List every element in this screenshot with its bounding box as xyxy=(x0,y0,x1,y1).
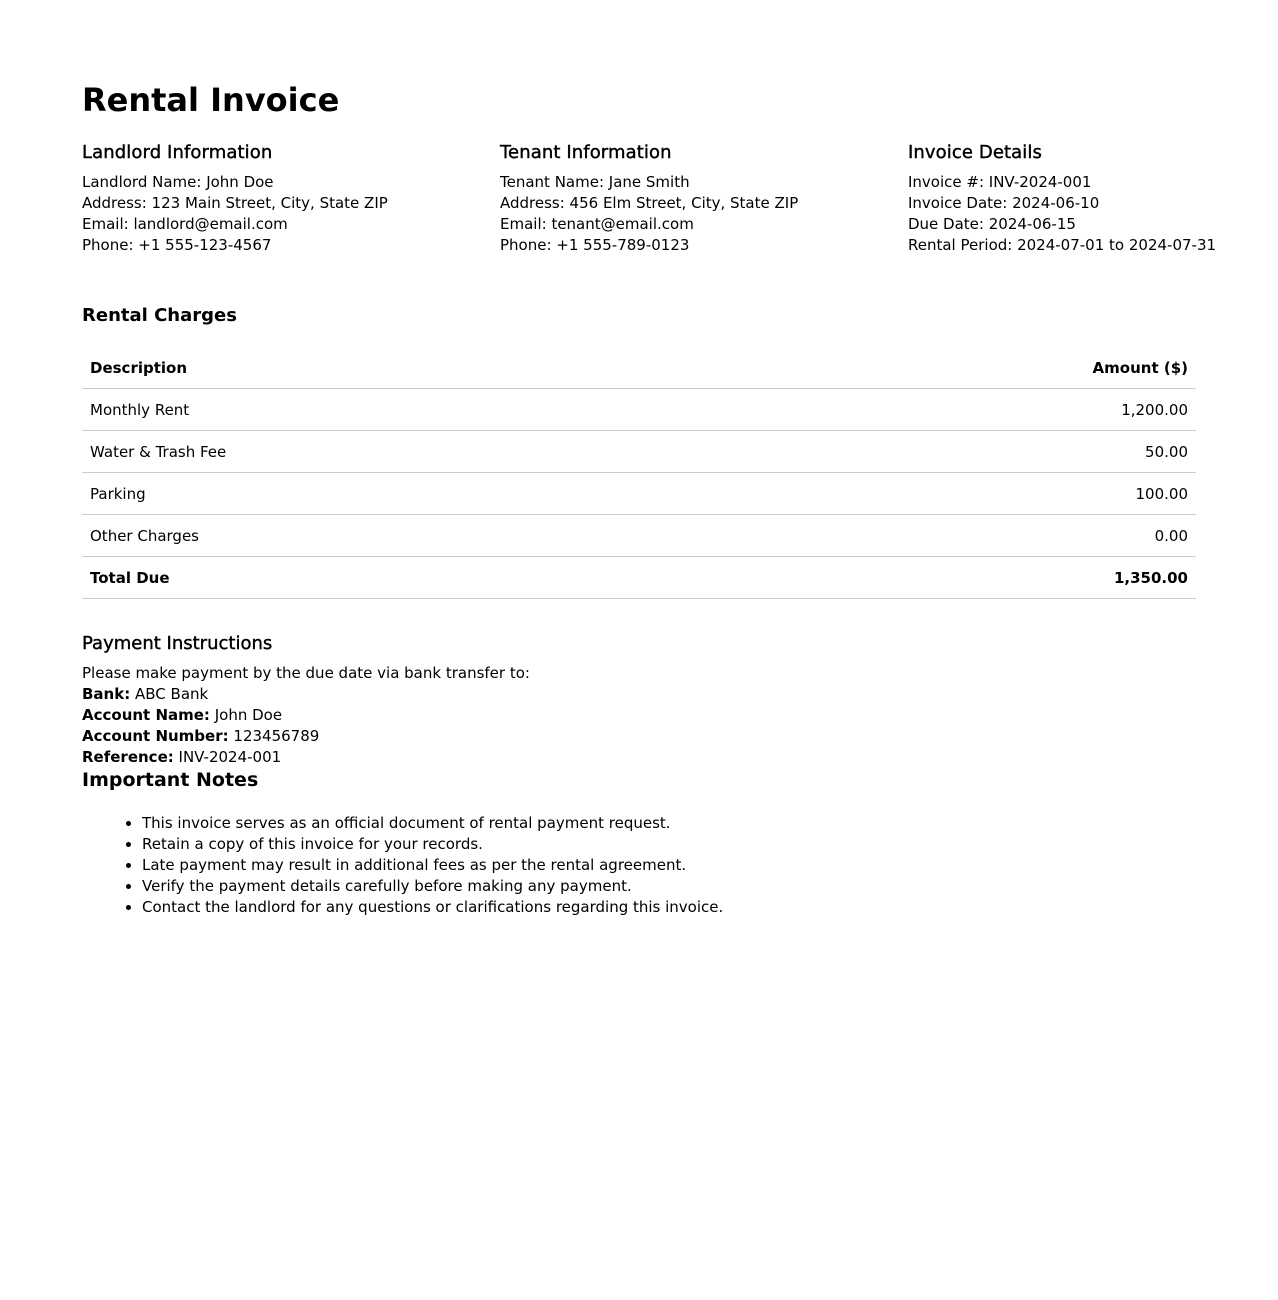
list-item: • Late payment may result in additional fees as per the rental agreement. xyxy=(142,855,723,876)
charges-table xyxy=(82,347,1196,599)
tenant-info xyxy=(500,141,798,256)
notes-list xyxy=(82,813,723,918)
charge-description: Other Charges xyxy=(82,515,725,557)
reference-value: INV-2024-001 xyxy=(178,748,282,766)
landlord-info xyxy=(82,141,388,256)
reference-line xyxy=(82,747,530,768)
charges-heading: Rental Charges xyxy=(82,305,237,326)
account-number-label: Account Number: xyxy=(82,727,229,745)
table-row xyxy=(82,473,1196,515)
tenant-heading: Tenant Information xyxy=(500,142,672,163)
account-number-line xyxy=(82,726,530,747)
table-row xyxy=(82,431,1196,473)
invoice-heading: Invoice Details xyxy=(908,142,1042,163)
landlord-heading: Landlord Information xyxy=(82,142,273,163)
account-name-line xyxy=(82,705,530,726)
total-amount: 1,350.00 xyxy=(725,557,1196,599)
landlord-phone: Phone: +1 555-123-4567 xyxy=(82,236,272,254)
important-notes xyxy=(82,768,723,918)
invoice-date: Invoice Date: 2024-06-10 xyxy=(908,194,1100,212)
account-name-value: John Doe xyxy=(214,706,283,724)
notes-heading: Important Notes xyxy=(82,769,259,791)
table-row xyxy=(82,515,1196,557)
account-number-value: 123456789 xyxy=(233,727,320,745)
payment-instructions xyxy=(82,632,530,768)
landlord-name: Landlord Name: John Doe xyxy=(82,173,274,191)
charge-amount: 1,200.00 xyxy=(725,389,1196,431)
account-name-label: Account Name: xyxy=(82,706,210,724)
tenant-name: Tenant Name: Jane Smith xyxy=(500,173,690,191)
list-item: • Verify the payment details carefully before making any payment. xyxy=(142,876,723,897)
total-row xyxy=(82,557,1196,599)
payment-intro: Please make payment by the due date via bank transfer to: xyxy=(82,664,530,682)
tenant-email: Email: tenant@email.com xyxy=(500,215,694,233)
charge-description: Parking xyxy=(82,473,725,515)
tenant-address: Address: 456 Elm Street, City, State ZIP xyxy=(500,194,799,212)
landlord-email: Email: landlord@email.com xyxy=(82,215,288,233)
page-title: Rental Invoice xyxy=(82,81,340,119)
charge-amount: 0.00 xyxy=(725,515,1196,557)
rental-period: Rental Period: 2024-07-01 to 2024-07-31 xyxy=(908,236,1217,254)
table-header-row xyxy=(82,347,1196,389)
reference-label: Reference: xyxy=(82,748,174,766)
charge-description: Monthly Rent xyxy=(82,389,725,431)
list-item: • Retain a copy of this invoice for your records. xyxy=(142,834,723,855)
bank-line xyxy=(82,684,530,705)
list-item: • This invoice serves as an official document of rental payment request. xyxy=(142,813,723,834)
bank-value: ABC Bank xyxy=(135,685,209,703)
bank-label: Bank: xyxy=(82,685,131,703)
invoice-details xyxy=(908,141,1216,256)
total-label: Total Due xyxy=(82,557,725,599)
list-item: • Contact the landlord for any questions or clarifications regarding this invoice. xyxy=(142,897,723,918)
invoice-number: Invoice #: INV-2024-001 xyxy=(908,173,1092,191)
charge-description: Water & Trash Fee xyxy=(82,431,725,473)
landlord-address: Address: 123 Main Street, City, State ZIP xyxy=(82,194,388,212)
tenant-phone: Phone: +1 555-789-0123 xyxy=(500,236,690,254)
due-date: Due Date: 2024-06-15 xyxy=(908,215,1076,233)
column-header-amount: Amount ($) xyxy=(725,347,1196,389)
table-row xyxy=(82,389,1196,431)
charge-amount: 50.00 xyxy=(725,431,1196,473)
column-header-description: Description xyxy=(82,347,725,389)
charge-amount: 100.00 xyxy=(725,473,1196,515)
payment-heading: Payment Instructions xyxy=(82,633,273,654)
